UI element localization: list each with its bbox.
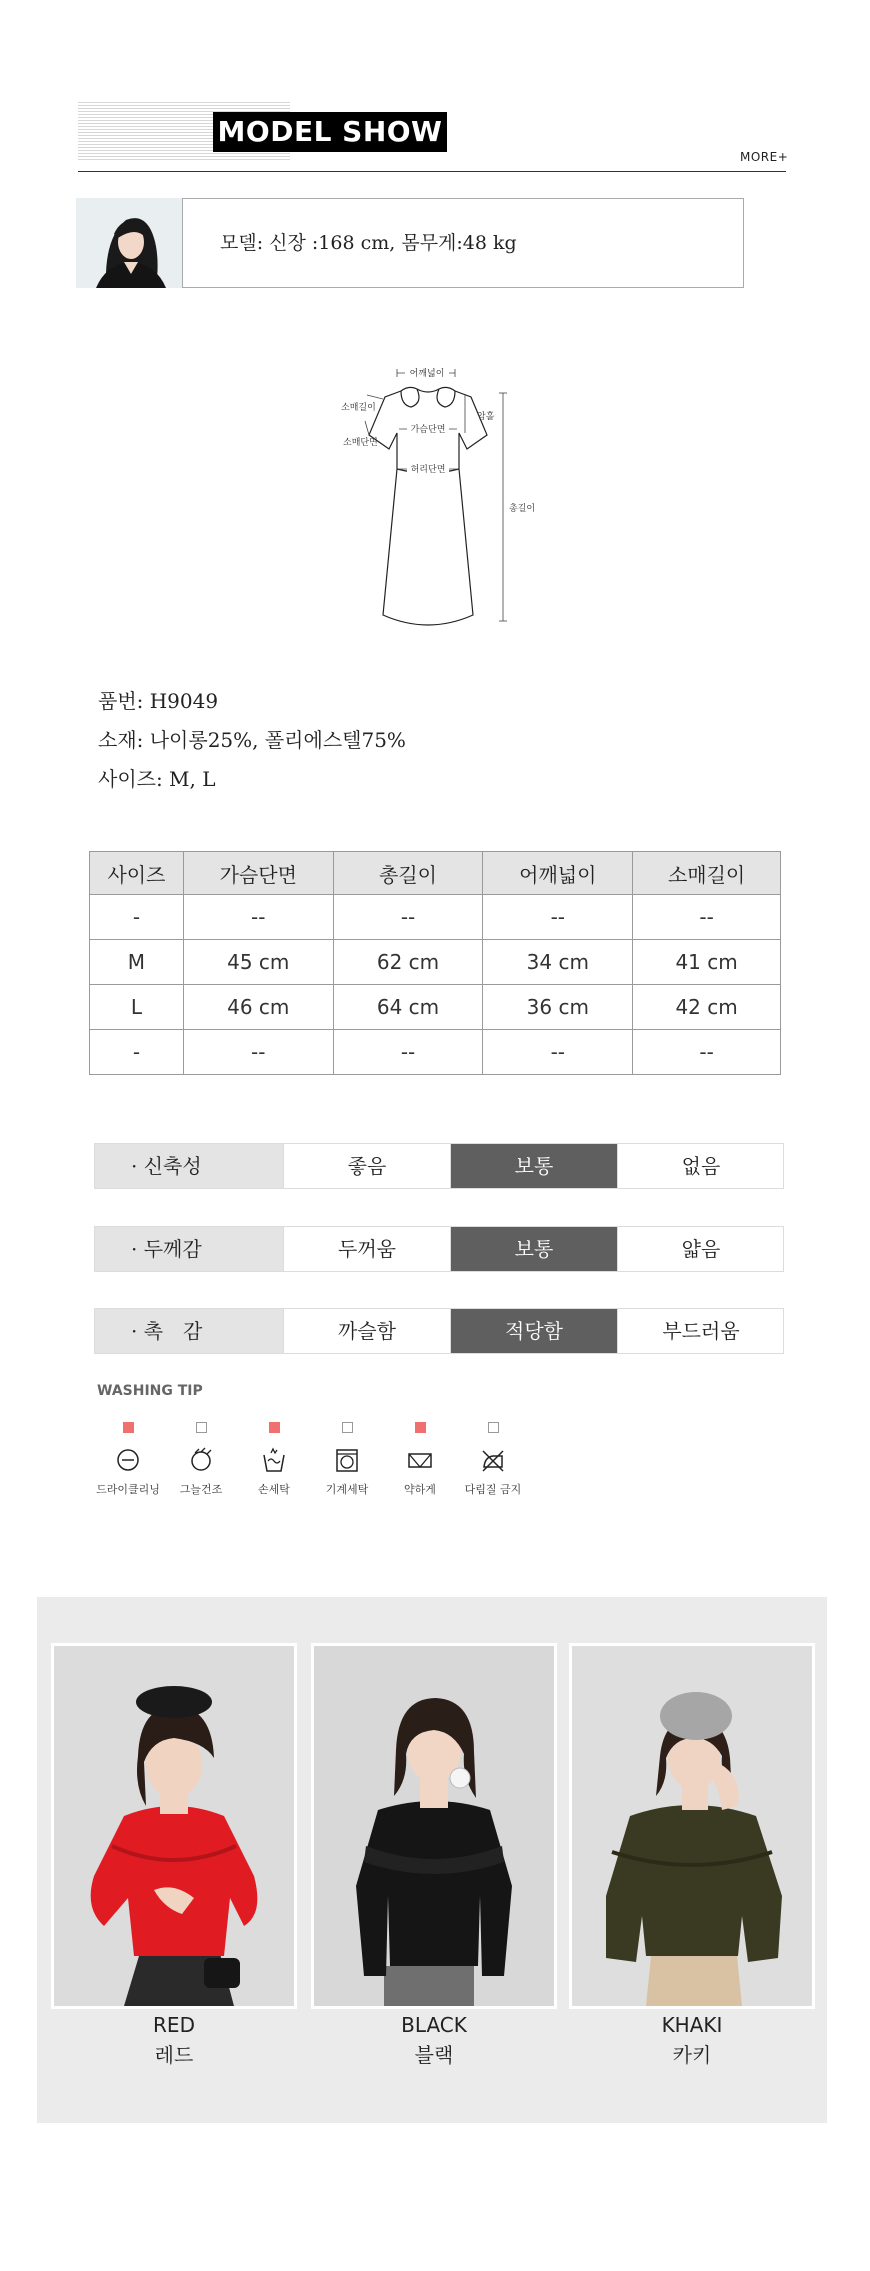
product-sizes: 사이즈: M, L <box>98 767 216 791</box>
color-name-en: BLACK <box>401 2013 467 2037</box>
model-info: 모델: 신장 :168 cm, 몸무게:48 kg <box>220 232 517 254</box>
wash-checkbox <box>123 1422 134 1433</box>
property-option: 좋음 <box>283 1144 450 1188</box>
wash-label: 드라이클리닝 <box>96 1483 160 1496</box>
table-cell: -- <box>183 895 333 940</box>
table-cell: - <box>90 895 184 940</box>
size-table <box>89 851 781 1075</box>
property-option-selected: 보통 <box>450 1227 617 1271</box>
table-header: 가슴단면 <box>183 852 333 895</box>
table-cell: M <box>90 940 184 985</box>
property-label: · 신축성 <box>95 1144 283 1188</box>
wash-label: 그늘건조 <box>179 1483 223 1496</box>
property-option: 없음 <box>617 1144 784 1188</box>
wash-label: 다림질 금지 <box>464 1483 522 1496</box>
property-option-selected: 적당함 <box>450 1309 617 1353</box>
table-header: 어깨넓이 <box>483 852 633 895</box>
property-option: 부드러움 <box>617 1309 784 1353</box>
property-option: 까슬함 <box>283 1309 450 1353</box>
table-cell: -- <box>633 1030 781 1075</box>
table-cell: -- <box>633 895 781 940</box>
wash-item <box>234 1422 314 1497</box>
wash-item <box>161 1422 241 1497</box>
table-cell: 36 cm <box>483 985 633 1030</box>
gentle-icon <box>406 1447 434 1473</box>
wash-checkbox <box>488 1422 499 1433</box>
table-cell: L <box>90 985 184 1030</box>
wash-item <box>88 1422 168 1497</box>
table-header-row <box>90 852 781 895</box>
color-name-ko: 카키 <box>672 2043 712 2067</box>
diagram-chest-label: 가슴단면 <box>410 425 446 435</box>
table-header: 총길이 <box>333 852 483 895</box>
wash-checkbox <box>196 1422 207 1433</box>
color-photo-red[interactable] <box>51 1643 297 2009</box>
table-cell: 46 cm <box>183 985 333 1030</box>
table-cell: 64 cm <box>333 985 483 1030</box>
wash-checkbox <box>342 1422 353 1433</box>
size-diagram <box>305 335 555 645</box>
color-name-ko: 레드 <box>154 2043 194 2067</box>
table-row <box>90 940 781 985</box>
color-photo-khaki[interactable] <box>569 1643 815 2009</box>
table-cell: 45 cm <box>183 940 333 985</box>
table-cell: -- <box>333 1030 483 1075</box>
color-name-ko: 블랙 <box>414 2043 454 2067</box>
table-cell: 42 cm <box>633 985 781 1030</box>
table-cell: - <box>90 1030 184 1075</box>
diagram-cuff-label: 소매단면 <box>343 438 378 448</box>
no-iron-icon <box>479 1447 507 1473</box>
wash-item <box>307 1422 387 1497</box>
property-label: · 촉 감 <box>95 1309 283 1353</box>
wash-checkbox <box>269 1422 280 1433</box>
hand-wash-icon <box>260 1447 288 1473</box>
table-header: 사이즈 <box>90 852 184 895</box>
shade-dry-icon <box>187 1447 215 1473</box>
wash-label: 기계세탁 <box>325 1483 369 1496</box>
more-link[interactable]: MORE+ <box>740 150 789 164</box>
dry-clean-icon <box>114 1447 142 1473</box>
product-code: 품번: H9049 <box>98 689 219 713</box>
table-row <box>90 895 781 940</box>
table-cell: -- <box>183 1030 333 1075</box>
table-cell: -- <box>483 1030 633 1075</box>
property-texture <box>94 1308 784 1354</box>
wash-item <box>380 1422 460 1497</box>
diagram-armhole-label: 암홀 <box>477 412 495 422</box>
color-name-en: KHAKI <box>661 2013 723 2037</box>
diagram-sleeve-label: 소매길이 <box>341 403 376 413</box>
property-thickness <box>94 1226 784 1272</box>
color-photo-black[interactable] <box>311 1643 557 2009</box>
header-divider <box>78 171 786 172</box>
wash-label: 손세탁 <box>258 1483 290 1496</box>
table-cell: -- <box>333 895 483 940</box>
table-row <box>90 985 781 1030</box>
table-header: 소매길이 <box>633 852 781 895</box>
property-stretch <box>94 1143 784 1189</box>
property-label: · 두께감 <box>95 1227 283 1271</box>
diagram-shoulder-label: 어깨넓이 <box>409 369 445 379</box>
machine-wash-icon <box>333 1447 361 1473</box>
table-cell: 41 cm <box>633 940 781 985</box>
wash-item <box>453 1422 533 1497</box>
model-photo <box>76 198 182 288</box>
color-name-en: RED <box>153 2013 195 2037</box>
property-option-selected: 보통 <box>450 1144 617 1188</box>
table-cell: -- <box>483 895 633 940</box>
washing-title: WASHING TIP <box>97 1383 203 1399</box>
diagram-length-label: 총길이 <box>509 504 536 514</box>
table-cell: 62 cm <box>333 940 483 985</box>
table-row <box>90 1030 781 1075</box>
product-material: 소재: 나이롱25%, 폴리에스텔75% <box>98 728 406 752</box>
property-option: 얇음 <box>617 1227 784 1271</box>
wash-checkbox <box>415 1422 426 1433</box>
diagram-waist-label: 허리단면 <box>410 465 446 475</box>
property-option: 두꺼움 <box>283 1227 450 1271</box>
section-title: MODEL SHOW <box>213 112 447 152</box>
table-cell: 34 cm <box>483 940 633 985</box>
wash-label: 약하게 <box>404 1483 436 1496</box>
